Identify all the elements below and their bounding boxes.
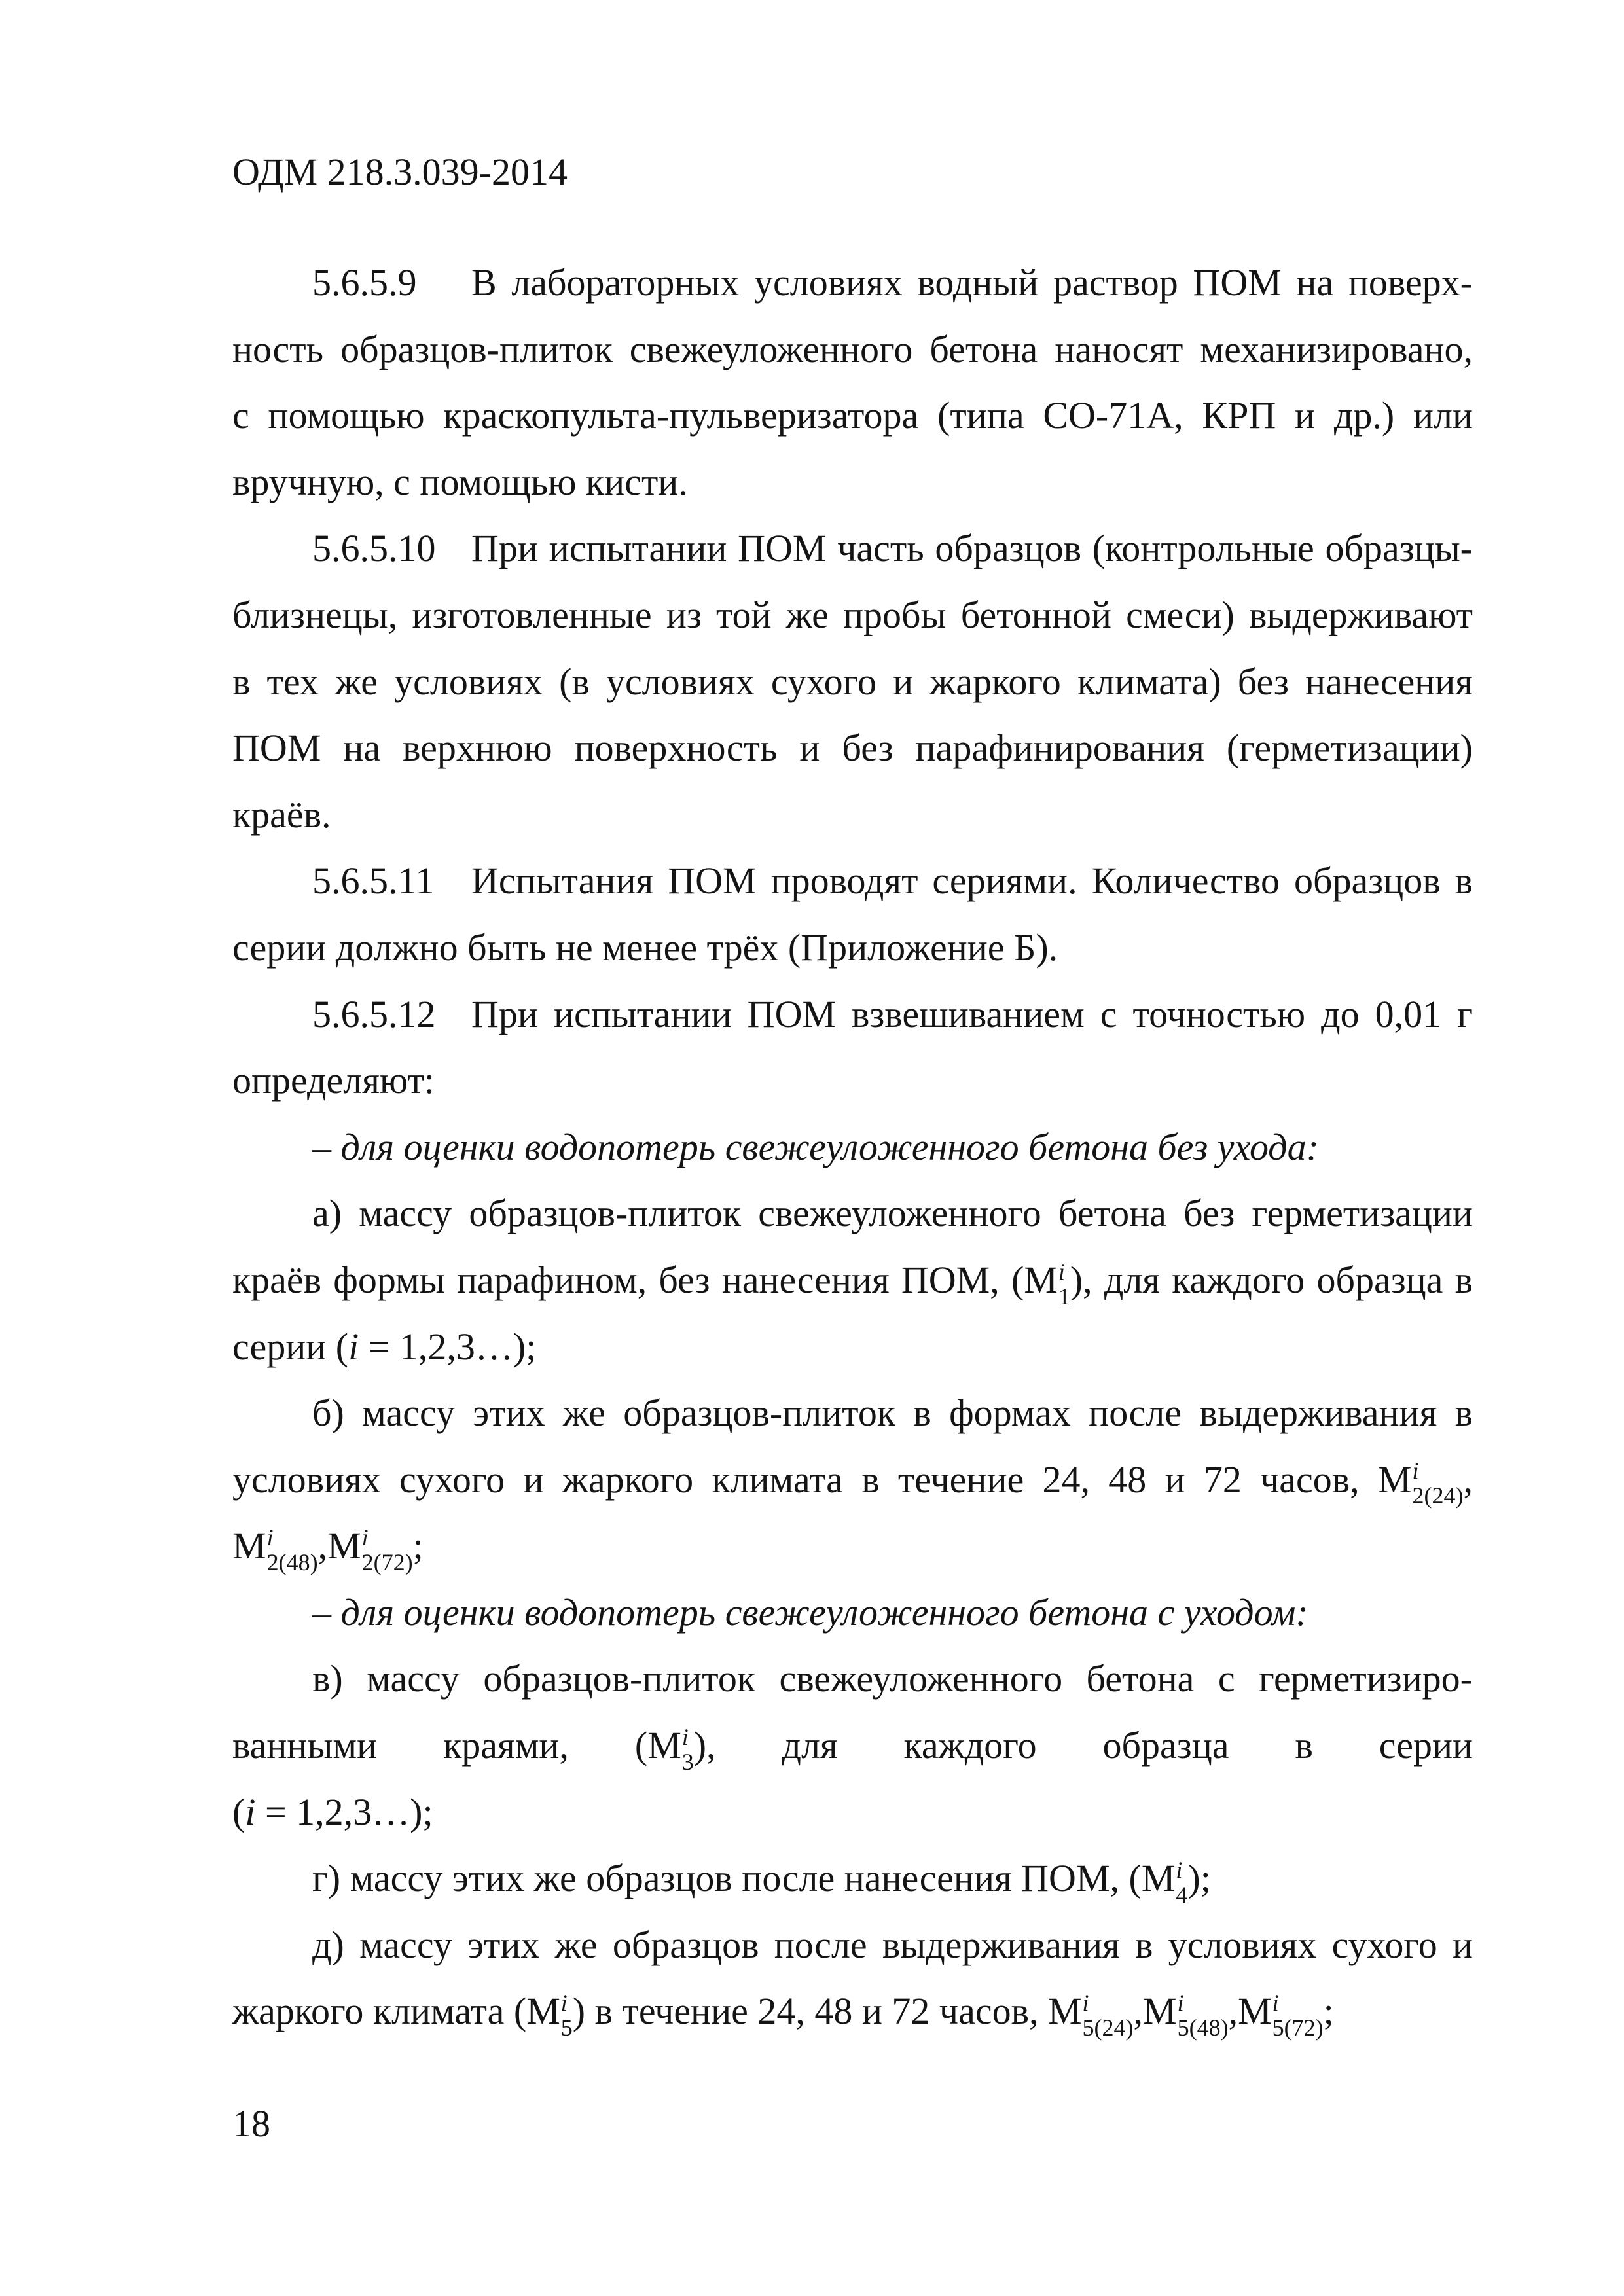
formula-indices xyxy=(1413,1458,1464,1508)
formula-subscript: 5(72) xyxy=(1272,2015,1324,2041)
formula-symbol: M xyxy=(1377,1458,1412,1501)
page-number: 18 xyxy=(232,2102,270,2145)
clause-number: 5.6.5.10 xyxy=(312,527,436,570)
line-text: При испытании ПОМ взвешиванием с точностью до 0,01 г xyxy=(471,992,1473,1035)
text-line: д) массу этих же образцов после выдерживания в условиях сухого и xyxy=(312,1923,1473,1966)
page-header-doc-code: ОДМ 218.3.039-2014 xyxy=(232,151,568,193)
text-line xyxy=(232,1779,1473,1846)
formula-indices xyxy=(362,1525,413,1575)
clause-number: 5.6.5.11 xyxy=(312,859,435,903)
punctuation: , xyxy=(1133,1990,1144,2033)
line-text: г) массу этих же образцов после нанесения ПОМ, ( xyxy=(312,1857,1142,1900)
formula-symbol: M xyxy=(1047,1990,1082,2033)
line-text: ), для каждого образца в xyxy=(1070,1258,1473,1301)
text-line: серии должно быть не менее трёх (Приложение Б). xyxy=(232,925,1058,969)
formula-superscript: i xyxy=(1272,1990,1279,2017)
line-text: ); xyxy=(1187,1857,1211,1900)
clause-number: 5.6.5.9 xyxy=(312,261,417,304)
text-line: а) массу образцов-плиток свежеуложенного бетона без герметизации xyxy=(312,1192,1473,1235)
formula-superscript: i xyxy=(1412,1458,1419,1484)
line-text: условиях сухого и жаркого климата в течение 24, 48 и 72 часов, xyxy=(232,1458,1360,1501)
line-text: При испытании ПОМ часть образцов (контрольные образцы- xyxy=(471,527,1473,570)
formula-m2-24 xyxy=(1378,1446,1473,1513)
text-line xyxy=(232,1314,1473,1380)
formula-symbol: M xyxy=(526,1990,560,2033)
text-line: с помощью краскопульта-пульверизатора (типа СО-71А, КРП и др.) или xyxy=(232,394,1473,437)
text-line xyxy=(232,249,1473,316)
formula-subscript: 5(24) xyxy=(1082,2015,1134,2041)
text-line xyxy=(232,848,1473,914)
formula-m1 xyxy=(1024,1247,1070,1314)
formula-indices xyxy=(682,1725,694,1774)
punctuation: ; xyxy=(412,1524,424,1568)
punctuation: , xyxy=(1228,1990,1238,2033)
text-line xyxy=(232,1247,1473,1314)
formula-subscript: 3 xyxy=(681,1748,694,1775)
formula-indices xyxy=(1083,1990,1134,2040)
formula-symbol: M xyxy=(647,1724,681,1767)
punctuation: ), xyxy=(693,1724,716,1767)
text-line: в) массу образцов-плиток свежеуложенного бетона с герметизиро- xyxy=(312,1657,1473,1700)
formula-subscript: 2(48) xyxy=(266,1549,318,1575)
formula-indices xyxy=(1178,1990,1229,2040)
text-line xyxy=(232,981,1473,1048)
punctuation: ; xyxy=(1323,1990,1334,2033)
line-text: ) в течение 24, 48 и 72 часов, xyxy=(572,1990,1048,2033)
punctuation: , xyxy=(317,1524,328,1568)
formula-symbol: M xyxy=(327,1524,361,1568)
text-line xyxy=(232,515,1473,582)
formula-superscript: i xyxy=(1058,1258,1065,1285)
formula-m5 xyxy=(526,1978,573,2045)
text-line: ПОМ на верхнюю поверхность и без парафинирования (герметизации) xyxy=(232,726,1473,770)
punctuation: , xyxy=(1463,1458,1473,1501)
line-text: = 1,2,3…); xyxy=(359,1325,537,1368)
formula-subscript: 5 xyxy=(560,2015,573,2041)
formula-symbol: M xyxy=(1141,1857,1176,1900)
word: ванными xyxy=(232,1724,378,1767)
text-line: в тех же условиях (в условиях сухого и жаркого климата) без нанесения xyxy=(232,660,1473,703)
word: образца xyxy=(1102,1724,1229,1767)
text-line: краёв. xyxy=(232,793,331,836)
line-text: серии ( xyxy=(232,1325,349,1368)
formula-superscript: i xyxy=(266,1524,274,1551)
text-line xyxy=(232,1446,1473,1513)
line-text: жаркого климата ( xyxy=(232,1990,527,2033)
formula-symbol: M xyxy=(1238,1990,1272,2033)
clause-number: 5.6.5.12 xyxy=(312,992,436,1035)
formula-m5-24 xyxy=(1048,1978,1143,2045)
text-line: определяют: xyxy=(232,1059,435,1102)
formula-subscript: 2(72) xyxy=(361,1549,413,1575)
line-text: Испытания ПОМ проводят сериями. Количество образцов в xyxy=(471,859,1473,903)
punctuation: ( xyxy=(634,1724,648,1767)
formula-subscript: 5(48) xyxy=(1177,2015,1229,2041)
formula-superscript: i xyxy=(361,1524,369,1551)
formula-superscript: i xyxy=(560,1990,568,2017)
formula-m2-72 xyxy=(327,1513,424,1579)
text-line xyxy=(232,1845,1473,1912)
word: в xyxy=(1295,1724,1313,1767)
formula-m5-48 xyxy=(1143,1978,1238,2045)
word: краями, xyxy=(443,1724,569,1767)
text-line xyxy=(232,1978,1473,2045)
formula-symbol: M xyxy=(1143,1990,1177,2033)
formula-superscript: i xyxy=(1082,1990,1089,2017)
subheading-with-care: – для оценки водопотерь свежеуложенного бетона с уходом: xyxy=(312,1590,1308,1634)
formula-indices xyxy=(267,1525,318,1575)
index-variable: i xyxy=(245,1790,256,1833)
formula-subscript: 2(24) xyxy=(1412,1482,1464,1509)
formula-superscript: i xyxy=(1176,1856,1183,1883)
formula-symbol: M xyxy=(1024,1258,1058,1301)
formula-m5-72 xyxy=(1238,1978,1334,2045)
formula-subscript: 4 xyxy=(1176,1881,1188,1908)
text-line xyxy=(232,1513,1473,1579)
text-line: ность образцов-плиток свежеуложенного бетона наносят механизировано, xyxy=(232,327,1473,370)
word: для xyxy=(782,1724,838,1767)
line-text: = 1,2,3…); xyxy=(255,1790,433,1833)
index-variable: i xyxy=(348,1325,359,1368)
word: серии xyxy=(1379,1724,1473,1767)
formula-superscript: i xyxy=(1177,1990,1184,2017)
punctuation: ( xyxy=(232,1790,245,1833)
body-text xyxy=(232,249,1473,2045)
text-line: б) массу этих же образцов-плиток в формах после выдерживания в xyxy=(312,1391,1473,1435)
formula-indices xyxy=(561,1990,573,2040)
line-text: краёв формы парафином, без нанесения ПОМ, ( xyxy=(232,1258,1024,1301)
formula-indices xyxy=(1058,1259,1070,1309)
line-text: В лабораторных условиях водный раствор ПОМ на поверх- xyxy=(471,261,1473,304)
formula-m3 xyxy=(635,1712,716,1779)
formula-indices xyxy=(1272,1990,1324,2040)
formula-indices xyxy=(1176,1857,1187,1907)
formula-m2-48 xyxy=(232,1513,327,1579)
word: каждого xyxy=(903,1724,1037,1767)
text-line xyxy=(232,1712,1473,1779)
formula-subscript: 1 xyxy=(1058,1283,1070,1310)
text-line: вручную, с помощью кисти. xyxy=(232,460,688,503)
formula-symbol: M xyxy=(232,1524,266,1568)
formula-m4 xyxy=(1142,1845,1188,1912)
subheading-no-care: – для оценки водопотерь свежеуложенного бетона без ухода: xyxy=(312,1125,1319,1168)
text-line: близнецы, изготовленные из той же пробы бетонной смеси) выдерживают xyxy=(232,593,1473,636)
formula-superscript: i xyxy=(681,1723,689,1750)
